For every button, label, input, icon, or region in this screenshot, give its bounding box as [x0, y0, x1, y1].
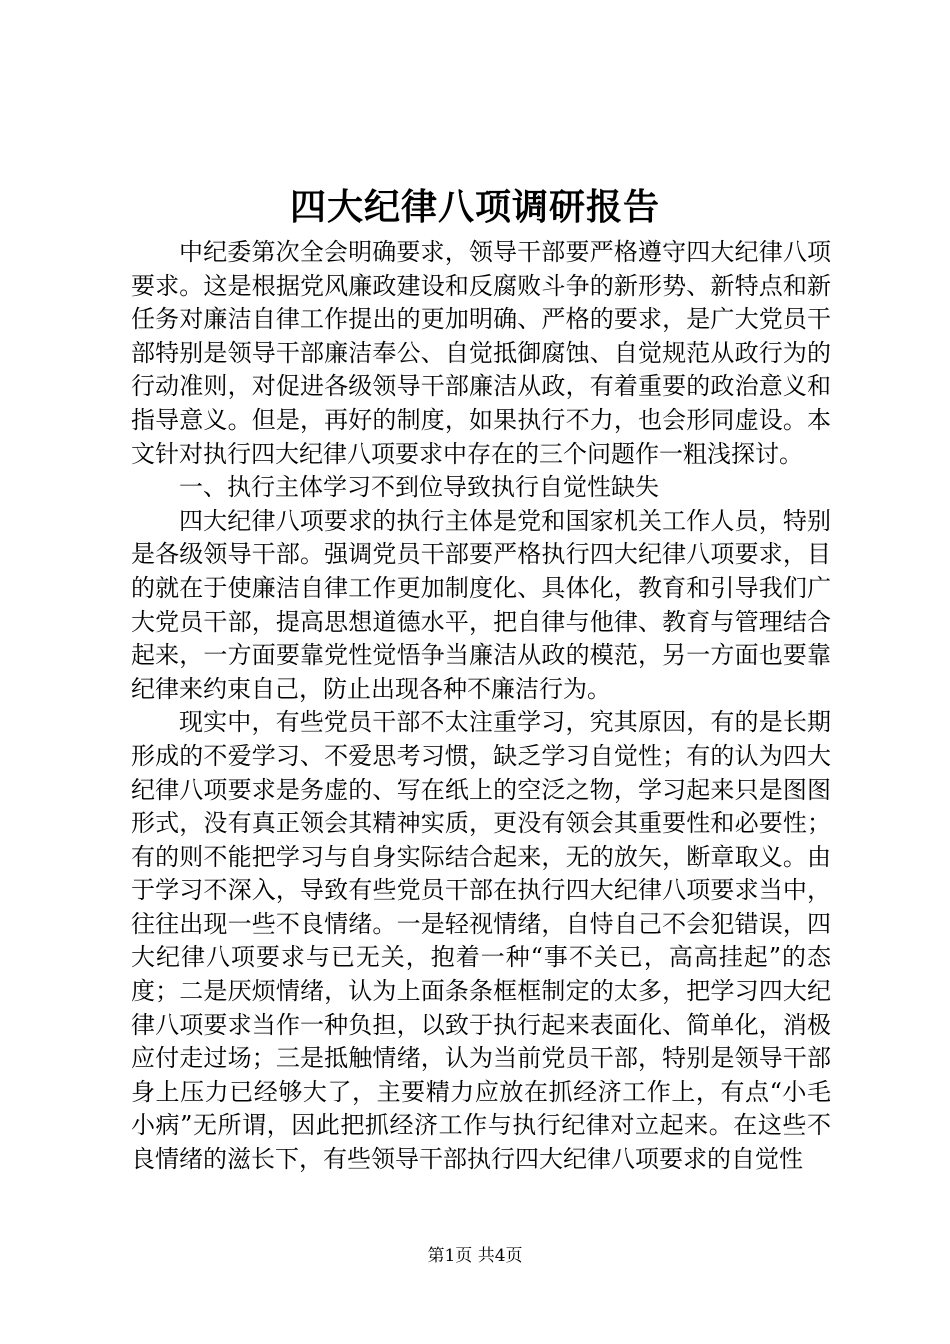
document-body — [131, 236, 831, 1177]
paragraph-intro: 中纪委第次全会明确要求，领导干部要严格遵守四大纪律八项要求。这是根据党风廉政建设和反腐败斗争的新形势、新特点和新任务对廉洁自律工作提出的更加明确、严格的要求，是广大党员干部特别是领导干部廉洁奉公、自觉抵御腐蚀、自觉规范从政行为的行动准则，对促进各级领导干部廉洁从政，有着重要的政治意义和指导意义。但是，再好的制度，如果执行不力，也会形同虚设。本文针对执行四大纪律八项要求中存在的三个问题作一粗浅探讨。 — [131, 238, 831, 468]
paragraph-execution-subject: 四大纪律八项要求的执行主体是党和国家机关工作人员，特别是各级领导干部。强调党员干部要严格执行四大纪律八项要求，目的就在于使廉洁自律工作更加制度化、具体化，教育和引导我们广大党员干部，提高思想道德水平，把自律与他律、教育与管理结合起来，一方面要靠党性觉悟争当廉洁从政的模范，另一方面也要靠纪律来约束自己，防止出现各种不廉洁行为。 — [131, 506, 831, 703]
document-title: 四大纪律八项调研报告 — [289, 186, 660, 228]
page-number-footer: 第1页 共4页 — [427, 1246, 523, 1266]
section-heading-1: 一、执行主体学习不到位导致执行自觉性缺失 — [179, 473, 659, 502]
paragraph-reality: 现实中，有些党员干部不太注重学习，究其原因，有的是长期形成的不爱学习、不爱思考习惯，缺乏学习自觉性；有的认为四大纪律八项要求是务虚的、写在纸上的空泛之物，学习起来只是图图形式，没有真正领会其精神实质，更没有领会其重要性和必要性；有的则不能把学习与自身实际结合起来，无的放矢，断章取义。由于学习不深入，导致有些党员干部在执行四大纪律八项要求当中，往往出现一些不良情绪。一是轻视情绪，自恃自己不会犯错误，四大纪律八项要求与已无关，抱着一种“事不关已，高高挂起”的态度；二是厌烦情绪，认为上面条条框框制定的太多，把学习四大纪律八项要求当作一种负担，以致于执行起来表面化、简单化，消极应付走过场；三是抵触情绪，认为当前党员干部，特别是领导干部身上压力已经够大了，主要精力应放在抓经济工作上，有点“小毛小病”无所谓，因此把抓经济工作与执行纪律对立起来。在这些不良情绪的滋长下，有些领导干部执行四大纪律八项要求的自觉性 — [131, 708, 831, 1174]
